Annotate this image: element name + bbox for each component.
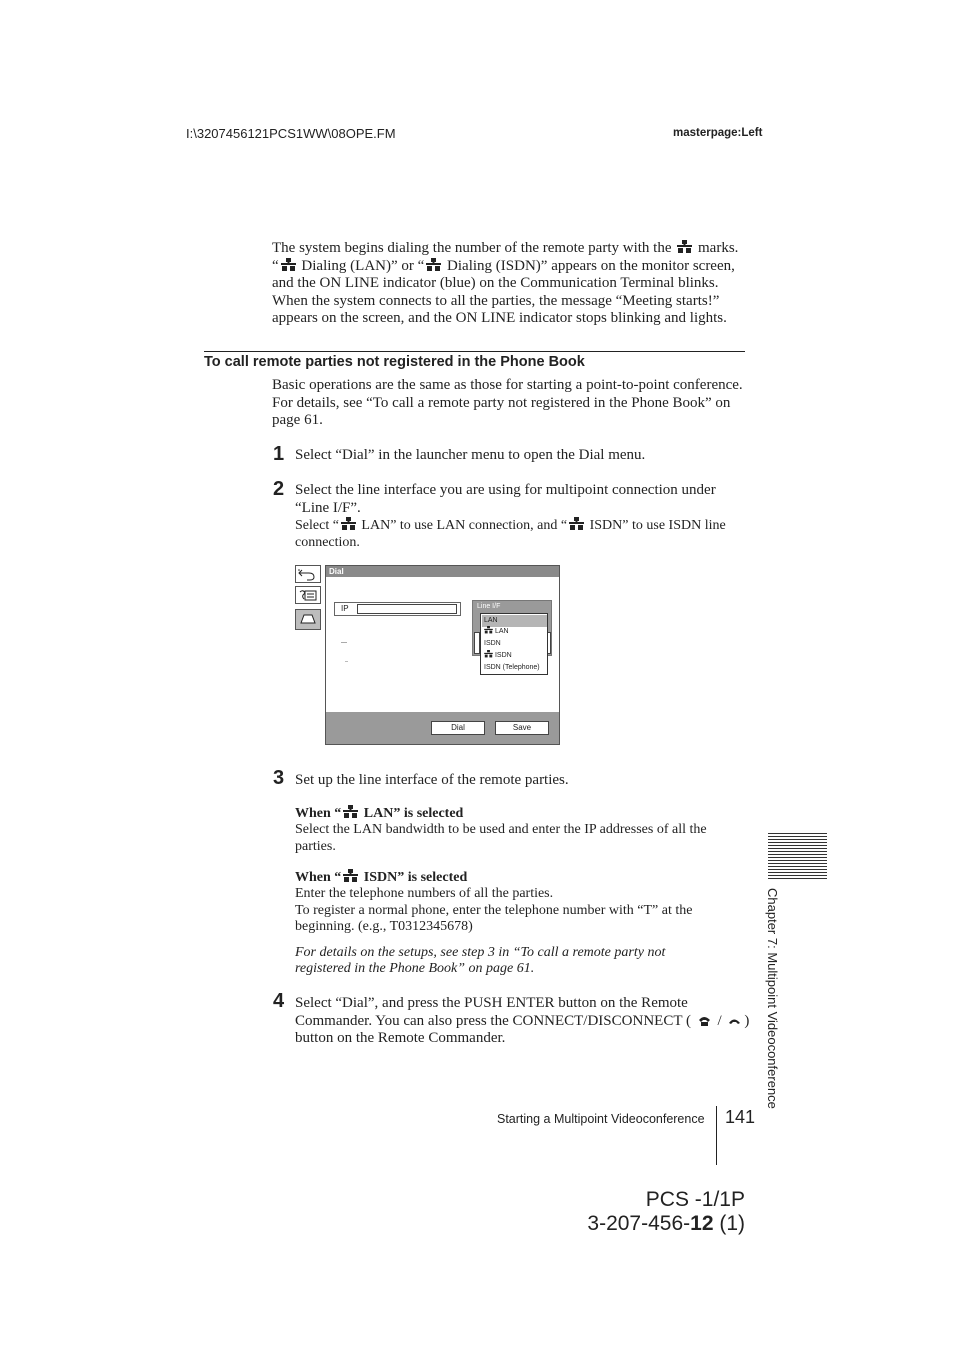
masterpage-label: masterpage:Left [673, 127, 763, 139]
phonebook-icon [296, 587, 320, 603]
dropdown-option-isdn-telephone[interactable]: ISDN (Telephone) [484, 664, 540, 671]
ip-input[interactable] [357, 604, 457, 614]
multipoint-mark-icon [569, 517, 584, 531]
multipoint-mark-icon [343, 869, 358, 883]
ip-label: IP [341, 604, 349, 613]
faded-mark [341, 642, 347, 643]
line-if-dropdown[interactable] [480, 613, 548, 675]
multipoint-mark-icon [484, 650, 493, 658]
multipoint-mark-icon [343, 805, 358, 819]
step-subtext: Select “ LAN” to use LAN connection, and “ ISDN” to use ISDN line connection. [295, 518, 726, 550]
file-path: I:\3207456121PCS1WW\08OPE.FM [186, 126, 396, 141]
step-text: Select “Dial” in the launcher menu to open the Dial menu. [295, 447, 646, 463]
step-number: 1 [273, 443, 285, 465]
disconnect-phone-icon [727, 1013, 742, 1027]
dropdown-option-lan[interactable]: LAN [482, 615, 547, 627]
footer-section-title: Starting a Multipoint Videoconference [497, 1112, 705, 1126]
model-number: PCS -1/1P [645, 1188, 745, 1211]
launcher-dial-button[interactable] [295, 609, 321, 630]
section-heading: To call remote parties not registered in the Phone Book [204, 354, 585, 370]
step-text: Select the line interface you are using for multipoint connection under “Line I/F”. [295, 482, 716, 516]
section-rule [204, 351, 745, 352]
step-number: 3 [273, 767, 285, 789]
chapter-tab-stripes [768, 833, 827, 881]
launcher-return-button[interactable] [295, 565, 321, 583]
multipoint-mark-icon [677, 240, 692, 254]
document-code: 3-207-456-12 (1) [587, 1212, 745, 1235]
setup-note: For details on the setups, see step 3 in “To call a remote party not registered in the Phone Book” on page 61. [295, 945, 666, 977]
multipoint-mark-icon [341, 517, 356, 531]
dropdown-option-multipoint-lan[interactable]: LAN [482, 626, 547, 638]
launcher-phonebook-button[interactable] [295, 586, 321, 604]
isdn-block: When “ ISDN” is selected Enter the telephone numbers of all the parties. To register a normal phone, enter the telephone number with “T” at the beginning. (e.g., T0312345678) [295, 870, 693, 934]
dropdown-option-multipoint-isdn[interactable]: ISDN [482, 650, 547, 662]
dial-icon [296, 610, 320, 628]
footer-divider [716, 1106, 717, 1165]
step-number: 4 [273, 990, 285, 1012]
page-number: 141 [725, 1107, 756, 1127]
return-icon [296, 566, 320, 582]
dial-screen-title: Dial [326, 566, 559, 577]
step-text: Set up the line interface of the remote parties. [295, 772, 569, 788]
line-if-label: Line I/F [477, 603, 501, 610]
dial-screen [325, 565, 560, 745]
step-text: Select “Dial”, and press the PUSH ENTER button on the Remote Commander. You can also press the CONNECT/DISCONNECT ( / ) button on the Remote Commander. [295, 995, 750, 1047]
lan-block: When “ LAN” is selected Select the LAN bandwidth to be used and enter the IP addresses of all the parties. [295, 806, 707, 854]
connect-phone-icon [697, 1013, 712, 1027]
save-button[interactable]: Save [495, 721, 549, 735]
dial-button[interactable]: Dial [431, 721, 485, 735]
multipoint-mark-icon [484, 626, 493, 634]
step-number: 2 [273, 478, 285, 500]
dropdown-option-isdn[interactable]: ISDN [484, 640, 501, 647]
section-paragraph: Basic operations are the same as those for starting a point-to-point conference. For details, see “To call a remote party not registered in the Phone Book” on page 61. [272, 377, 743, 429]
intro-paragraph: The system begins dialing the number of the remote party with the marks. “ Dialing (LAN)” or “ Dialing (ISDN)” appears on the monitor screen, and the ON LINE indicator (blue) on the Communication Terminal blinks. When the system connects to all the parties, the message “Meeting starts!” appears on the screen, and the ON LINE indicator stops blinking and lights. [272, 240, 739, 327]
faded-mark [345, 661, 348, 662]
chapter-label: Chapter 7: Multipoint Videoconference [765, 888, 780, 1109]
multipoint-mark-icon [281, 258, 296, 272]
multipoint-mark-icon [426, 258, 441, 272]
